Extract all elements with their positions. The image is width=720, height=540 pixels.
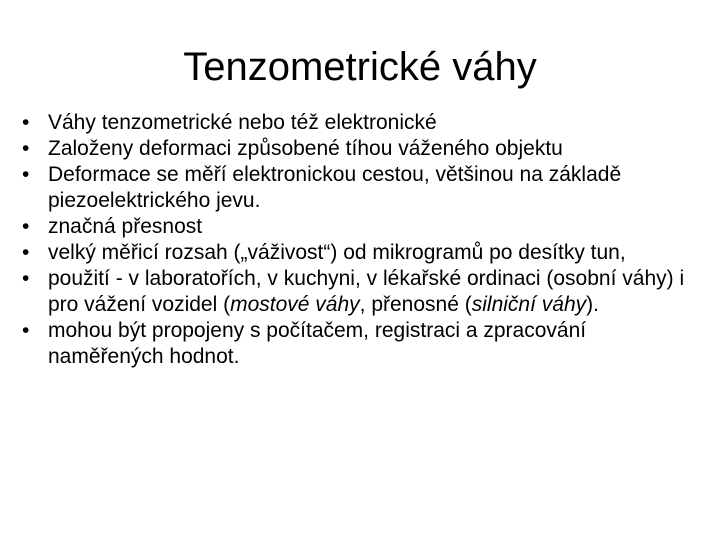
bullet-icon: • xyxy=(22,241,30,264)
bullet-icon: • xyxy=(22,111,30,134)
bullet-item xyxy=(0,162,720,214)
bullet-text: Založeny deformaci způsobené tíhou váženého objektu xyxy=(48,137,563,160)
slide-title: Tenzometrické váhy xyxy=(183,45,537,89)
bullet-text: Váhy tenzometrické nebo též elektronické xyxy=(48,111,437,134)
bullet-text: Deformace se měří elektronickou cestou, většinou na základě piezoelektrického jevu. xyxy=(48,163,622,212)
bullet-icon: • xyxy=(22,215,30,238)
bullet-text-italic: mostové váhy xyxy=(230,293,360,316)
bullet-text-part: , přenosné ( xyxy=(359,293,472,316)
bullet-text: značná přesnost xyxy=(48,215,203,238)
bullet-item xyxy=(0,266,720,318)
bullet-text-part: ). xyxy=(586,293,599,316)
bullet-item xyxy=(0,214,720,240)
bullet-text-italic: silniční váhy xyxy=(471,293,587,316)
bullet-item xyxy=(0,136,720,162)
bullet-item xyxy=(0,318,720,370)
bullet-icon: • xyxy=(22,267,30,290)
bullet-item xyxy=(0,110,720,136)
bullet-list xyxy=(0,110,720,370)
bullet-item xyxy=(0,240,720,266)
bullet-icon: • xyxy=(22,137,30,160)
bullet-text-part: použití - v laboratořích, v kuchyni, v lékařské ordinaci (osobní váhy) i pro vážení vozidel ( xyxy=(48,267,685,316)
bullet-text: mohou být propojeny s počítačem, registraci a zpracování naměřených hodnot. xyxy=(48,319,587,368)
bullet-icon: • xyxy=(22,319,30,342)
bullet-icon: • xyxy=(22,163,30,186)
bullet-text: velký měřicí rozsah („váživost“) od mikrogramů po desítky tun, xyxy=(48,241,626,264)
